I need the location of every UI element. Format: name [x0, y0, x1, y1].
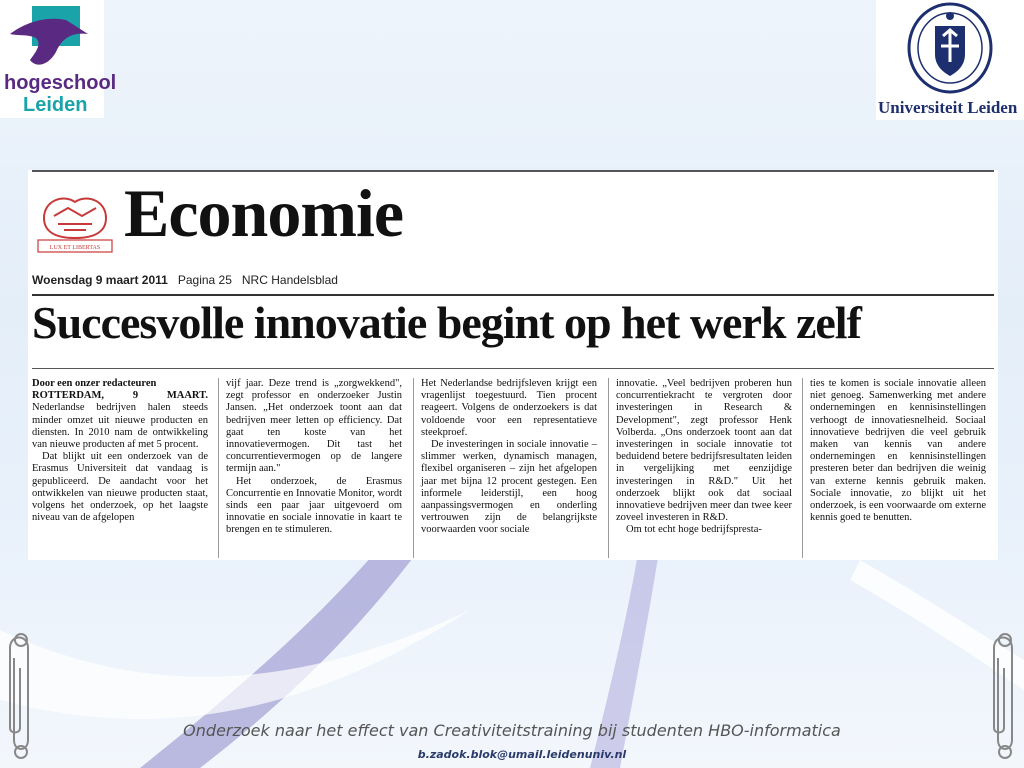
newspaper-crest-icon	[34, 188, 116, 254]
place-dateline: ROTTERDAM, 9 MAART.	[32, 390, 208, 402]
hogeschool-logo-line1: hogeschool	[4, 72, 117, 94]
slide-footer-title: Onderzoek naar het effect van Creativiteitstraining bij studenten HBO-informatica	[183, 721, 841, 740]
article-column-2	[226, 378, 402, 537]
universiteit-leiden-logo	[876, 0, 1024, 120]
paragraph: Het Nederlandse bedrijfsleven krijgt een vragenlijst toegestuurd. Tien procent reageert. Volgens de onderzoekers is dat voldoende voor een representatieve steekproef.	[421, 378, 597, 438]
paragraph: Dat blijkt uit een onderzoek van de Erasmus Universiteit dat vandaag is gepubliceerd. De aandacht voor het ontwikkelen van nieuwe producten staat, volgens het onderzoek, op het laagste niveau van de afgelopen	[32, 451, 208, 524]
dateline-paper: NRC Handelsblad	[241, 273, 338, 287]
column-separator	[608, 378, 609, 558]
article-column-4	[616, 378, 792, 537]
newspaper-clipping	[28, 170, 998, 560]
dateline-date: Woensdag 9 maart 2011	[32, 273, 168, 287]
article-column-5	[810, 378, 986, 524]
dateline	[32, 273, 348, 287]
article-column-1	[32, 378, 208, 524]
hogeschool-logo-line2: Leiden	[23, 94, 88, 116]
paragraph: Nederlandse bedrijven halen steeds minder omzet uit nieuwe producten en diensten. In 2010 nam de ontwikkeling van nieuwe producten af met 5 procent.	[32, 402, 208, 451]
paragraph: vijf jaar. Deze trend is „zorgwekkend", zegt professor en onderzoeker Justin Jansen. „Het onderzoek toont aan dat bedrijven meer letten op efficiency. Dat gaat ten koste van het innovatievermogen. Dit tast het concurrentievermogen op de langere termijn aan."	[226, 378, 402, 475]
clipping-top-rule	[32, 170, 994, 172]
column-separator	[218, 378, 219, 558]
column-separator	[413, 378, 414, 558]
hogeschool-leiden-logo	[0, 0, 117, 118]
paragraph: Het onderzoek, de Erasmus Concurrentie en Innovatie Monitor, wordt sinds een paar jaar uitgevoerd om innovatie en sociale innovatie in kaart te brengen en te stimuleren.	[226, 475, 402, 536]
column-separator	[802, 378, 803, 558]
masthead: Economie	[124, 175, 404, 251]
footer-email: b.zadok.blok@umail.leidenuniv.nl	[417, 748, 627, 761]
universiteit-leiden-name: Universiteit Leiden	[878, 98, 1018, 117]
paragraph: ties te komen is sociale innovatie alleen niet genoeg. Samenwerking met andere ondernemingen en kennisinstellingen verhoogt de innovatiesnelheid. Sociaal innovatieve bedrijven die veel gebruik maken van kennis van andere ondernemingen en kennisinstellingen presteren beter dan bedrijven die weinig van externe kennis gebruik maken. Sociale innovatie, zo blijkt uit het onderzoek, is een voorwaarde om externe kennis goed te benutten.	[810, 378, 986, 524]
headline-rule	[32, 368, 994, 369]
leiden-seal-icon	[907, 2, 993, 94]
headline: Succesvolle innovatie begint op het werk zelf	[32, 297, 861, 348]
hogeschool-logo-icon	[6, 4, 92, 68]
paperclip-icon	[6, 628, 34, 760]
byline: Door een onzer redacteuren	[32, 378, 157, 389]
paperclip-icon	[990, 628, 1018, 760]
dateline-page: Pagina 25	[177, 273, 232, 287]
paragraph: De investeringen in sociale innovatie – slimmer werken, dynamisch managen, flexibel organiseren – zijn het afgelopen jaar met bijna 12 procent gestegen. Een informele leiderstijl, een hoog aanpassingsvermogen en onderling vertrouwen zijn de belangrijkste voorwaarden voor sociale	[421, 439, 597, 536]
crest-motto: LUX ET LIBERTAS	[49, 245, 101, 251]
article-column-3	[421, 378, 597, 537]
paragraph: Om tot echt hoge bedrijfspresta-	[626, 524, 762, 536]
paragraph: innovatie. „Veel bedrijven proberen hun concurrentiekracht te vergroten door investeringen in Research & Development", zegt professor Henk Volberda. „Ons onderzoek toont aan dat investeringen in sociale innovatie tot beduidend betere bedrijfsresultaten leiden in vergelijking met eenzijdige investeringen in R&D." Uit het onderzoek blijkt ook dat sociaal innovatieve bedrijven meer dan twee keer zoveel investeren in R&D.	[616, 378, 792, 524]
